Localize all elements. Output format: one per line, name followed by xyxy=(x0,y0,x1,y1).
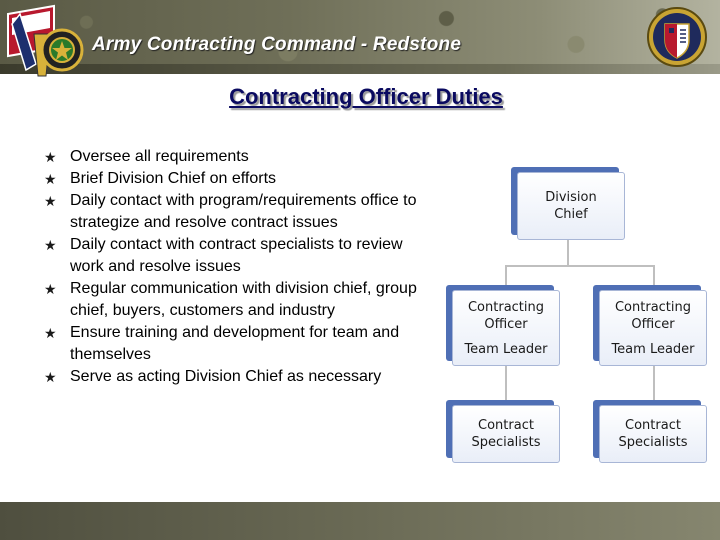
star-icon: ★ xyxy=(44,281,57,297)
connector-left-specialists xyxy=(505,365,507,405)
list-item xyxy=(44,168,429,190)
header-banner xyxy=(0,0,720,74)
box-label-line2: Officer xyxy=(631,316,675,332)
star-icon: ★ xyxy=(44,325,57,341)
contracting-officer-box-right xyxy=(599,290,707,366)
box-face xyxy=(599,405,707,463)
list-item xyxy=(44,146,429,168)
list-item-text: Brief Division Chief on efforts xyxy=(70,170,277,187)
box-sublabel: Team Leader xyxy=(611,341,695,357)
list-item xyxy=(44,234,429,278)
box-label-line2: Specialists xyxy=(471,435,541,450)
list-item xyxy=(44,190,429,234)
list-item-text: Daily contact with contract specialists to review work and resolve issues xyxy=(70,236,403,275)
star-icon: ★ xyxy=(44,149,57,165)
list-item xyxy=(44,322,429,366)
footer-bar xyxy=(0,502,720,540)
list-item-text: Oversee all requirements xyxy=(70,148,249,165)
connector-vertical-top xyxy=(567,240,569,266)
box-label-line1: Contract xyxy=(625,418,681,433)
list-item xyxy=(44,278,429,322)
list-item xyxy=(44,366,429,388)
box-label-line2: Specialists xyxy=(618,435,688,450)
header-stripe xyxy=(0,64,720,74)
contract-specialists-box-right xyxy=(599,405,707,463)
box-label-line1: Contracting xyxy=(614,299,692,315)
division-chief-box xyxy=(517,172,625,240)
star-icon: ★ xyxy=(44,237,57,253)
box-label-line1: Contracting xyxy=(467,299,545,315)
list-item-text: Regular communication with division chief, group chief, buyers, customers and industry xyxy=(70,280,417,319)
page-title: Contracting Officer Duties xyxy=(229,84,503,109)
box-label-line2: Chief xyxy=(554,207,588,222)
army-contracting-command-shield-icon xyxy=(646,6,708,68)
box-label-line1: Division xyxy=(545,190,597,205)
army-materiel-command-logo-icon xyxy=(6,4,86,80)
star-icon: ★ xyxy=(44,369,57,385)
duties-list xyxy=(44,146,429,388)
list-item-text: Daily contact with program/requirements office to strategize and resolve contract issues xyxy=(70,192,417,231)
list-item-text: Serve as acting Division Chief as necessary xyxy=(70,368,382,385)
box-face xyxy=(452,405,560,463)
box-label-line2: Officer xyxy=(484,316,528,332)
box-face xyxy=(452,290,560,366)
header-title: Army Contracting Command - Redstone xyxy=(92,34,462,55)
list-item-text: Ensure training and development for team and themselves xyxy=(70,324,400,363)
box-face xyxy=(517,172,625,240)
connector-horizontal xyxy=(505,265,655,267)
box-sublabel: Team Leader xyxy=(464,341,548,357)
box-face xyxy=(599,290,707,366)
star-icon: ★ xyxy=(44,171,57,187)
connector-right-specialists xyxy=(653,365,655,405)
star-icon: ★ xyxy=(44,193,57,209)
box-label-line1: Contract xyxy=(478,418,534,433)
contract-specialists-box-left xyxy=(452,405,560,463)
contracting-officer-box-left xyxy=(452,290,560,366)
